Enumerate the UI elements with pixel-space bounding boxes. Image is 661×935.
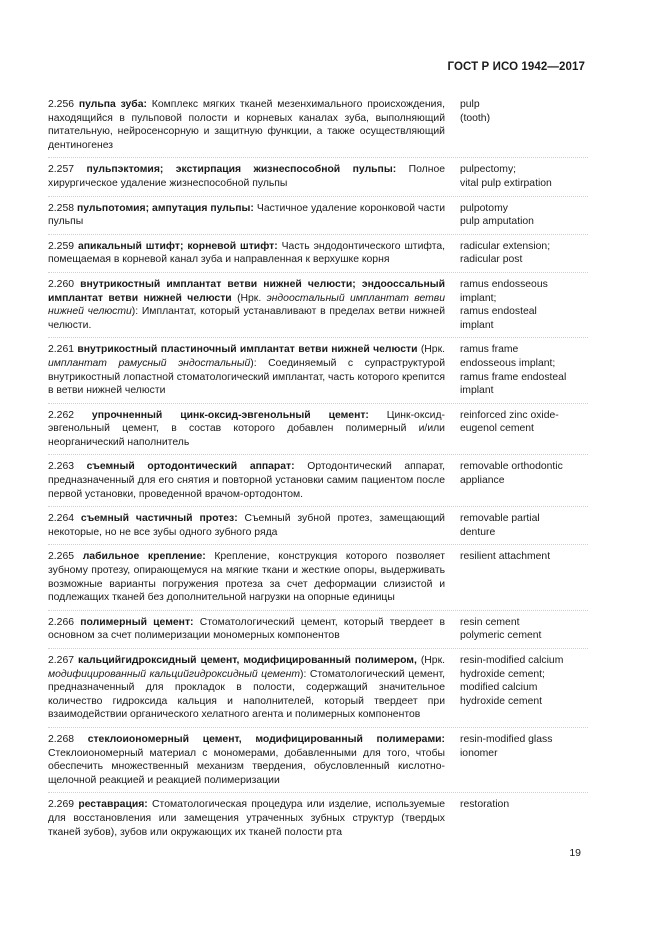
term-entry [48, 343, 588, 403]
term-name: пульпэктомия; экстирпация жизнеспособной пульпы: [86, 164, 397, 176]
term-definition [48, 550, 445, 604]
term-number: 2.256 [48, 99, 75, 110]
term-number: 2.265 [48, 551, 75, 563]
term-entry [48, 654, 588, 728]
english-equivalent: reinforced zinc oxide- eugenol cement [460, 409, 559, 435]
term-name: полимерный цемент: [80, 616, 194, 628]
term-entry [48, 460, 588, 507]
term-entry [48, 550, 588, 610]
document-header: ГОСТ Р ИСО 1942—2017 [447, 61, 585, 73]
term-definition [48, 733, 445, 787]
definition-text: ): Имплантат, который устанавливают в пределах ветви нижней челюсти. [48, 306, 445, 331]
term-entry [48, 163, 588, 196]
term-number: 2.269 [48, 799, 75, 811]
term-entry [48, 278, 588, 338]
term-number: 2.263 [48, 461, 75, 473]
term-entry [48, 202, 588, 235]
deprecated-term: эндоостальный имплантат ветви нижней челюсти [48, 292, 445, 318]
english-equivalent: radicular extension; radicular post [460, 240, 551, 266]
term-definition [48, 512, 445, 539]
term-definition [48, 202, 445, 229]
deprecated-term: имплантат рамусный эндостальный [48, 357, 251, 369]
term-definition [48, 616, 445, 643]
term-number: 2.261 [48, 344, 75, 356]
english-equivalent: resin-modified calcium hydroxide cement; modified calcium hydroxide cement [460, 655, 564, 707]
term-number: 2.262 [48, 409, 75, 421]
term-number: 2.266 [48, 616, 75, 628]
definition-text: Часть эндодонтического штифта, помещаемая в корневой канал зуба и направленная к верхушке корня [48, 240, 446, 266]
english-equivalent: resin cement polymeric cement [460, 616, 542, 642]
definition-text: Частичное удаление коронковой части пульпы [48, 202, 446, 228]
term-number: 2.258 [48, 202, 75, 214]
term-definition [48, 409, 445, 450]
definition-text: Цинк-оксид-эвгенольный цемент, в состав которого добавлен полимерный и/или неорганический наполнитель [48, 409, 446, 448]
term-number: 2.264 [48, 513, 75, 525]
term-definition [48, 240, 445, 267]
term-definition [48, 798, 445, 839]
note-prefix: (Нрк. [416, 655, 446, 666]
term-entry [48, 798, 588, 844]
term-entry [48, 616, 588, 649]
english-equivalent: resilient attachment [460, 551, 551, 563]
english-equivalent: pulpectomy; vital pulp extirpation [460, 164, 552, 189]
term-number: 2.267 [48, 655, 75, 666]
definition-text: Стоматологическая процедура или изделие, используемые для восстановления или замещения утраченных зубных структур (твердых тканей зубов), зубов или окружающих их тканей полости рта [48, 799, 445, 838]
term-number: 2.259 [48, 240, 75, 252]
english-equivalent: pulp (tooth) [460, 99, 491, 124]
english-equivalent: ramus frame endosseous implant; ramus frame endosteal implant [460, 344, 567, 397]
term-name: кальцийгидроксидный цемент, модифицированный полимером, [78, 655, 417, 666]
term-name: внутрикостный пластиночный имплантат ветви нижней челюсти [77, 344, 418, 356]
english-equivalent: ramus endosseous implant; ramus endosteal implant [460, 278, 548, 331]
english-equivalent: pulpotomy pulp amputation [460, 202, 534, 228]
term-name: апикальный штифт; корневой штифт: [77, 240, 278, 252]
definition-text: Ортодонтический аппарат, предназначенный для его снятия и повторной установки самим пациентом после первой установки, проведенной врачом-ортодонтом. [48, 461, 446, 500]
english-equivalent: restoration [460, 799, 510, 811]
term-definition [48, 98, 445, 152]
term-definition [48, 163, 445, 190]
term-name: упрочненный цинк-оксид-эвгенольный цемент: [91, 409, 369, 421]
term-name: стеклоиономерный цемент, модифицированный полимерами: [87, 733, 445, 745]
definition-text: Крепление, конструкция которого позволяет зубному протезу, опирающемуся на мягкие ткани и жесткие опоры, выдерживать возможные варианты погружения протеза за счет деформации слизистой и подлежащих тканей без дополнительной нагрузки на опорные единицы [48, 551, 445, 604]
term-definition [48, 278, 445, 332]
term-entry [48, 733, 588, 793]
term-entry [48, 409, 588, 456]
term-definition [48, 654, 445, 722]
note-prefix: (Нрк. [231, 292, 267, 304]
english-equivalent: resin-modified glass ionomer [460, 733, 553, 759]
english-equivalent: removable partial denture [460, 513, 540, 538]
term-definition [48, 460, 445, 501]
terms-list [48, 98, 588, 849]
term-name: съемный ортодонтический аппарат: [86, 461, 295, 473]
term-name: лабильное крепление: [82, 551, 206, 563]
term-name: съемный частичный протез: [80, 513, 238, 525]
definition-text: Стоматологический цемент, который твердеет в основном за счет полимеризации мономерных компонентов [48, 616, 446, 642]
definition-text: Полное хирургическое удаление жизнеспособной пульпы [48, 164, 445, 189]
definition-text: ): Соединяемый с супраструктурой внутрикостный лопастной стоматологический имплантат, часть которого крепится в ветви нижней челюсти [48, 357, 445, 397]
note-prefix: (Нрк. [417, 344, 446, 356]
page-number: 19 [569, 847, 581, 859]
english-equivalent: removable orthodontic appliance [460, 461, 563, 487]
definition-text: ): Стоматологический цемент, предназначенный для прокладок в полости, содержащий значительное количество гидроксида кальция и наполнителей, который твердеет при взаимодействии органического хелатного агента и полимерных компонентов [48, 668, 445, 721]
term-name: пульпотомия; ампутация пульпы: [77, 202, 254, 214]
definition-text: Комплекс мягких тканей мезенхимального происхождения, находящийся в пульповой полости и корневых каналах зуба, выполняющий питательную, нейросенсорную и защитную функции, а также осуществляющий дентиногенез [48, 99, 445, 151]
term-entry [48, 240, 588, 273]
term-number: 2.260 [48, 278, 75, 290]
term-entry [48, 512, 588, 545]
term-name: пульпа зуба: [78, 99, 147, 110]
term-name: реставрация: [78, 799, 148, 811]
term-number: 2.268 [48, 733, 75, 745]
term-number: 2.257 [48, 164, 75, 176]
term-definition [48, 343, 445, 397]
term-name: внутрикостный имплантат ветви нижней челюсти; эндооссальный имплантат ветви нижней челюсти [48, 278, 446, 304]
term-entry [48, 98, 588, 158]
definition-text: Стеклоиономерный материал с мономерами, добавленными для того, чтобы обеспечить множественный механизм твердения, обусловленный кислотно-щелочной реакцией и реакцией полимеризации [48, 747, 445, 786]
deprecated-term: модифицированный кальцийгидроксидный цемент [48, 668, 301, 680]
definition-text: Съемный зубной протез, замещающий некоторые, но не все зубы одного зубного ряда [48, 513, 445, 538]
